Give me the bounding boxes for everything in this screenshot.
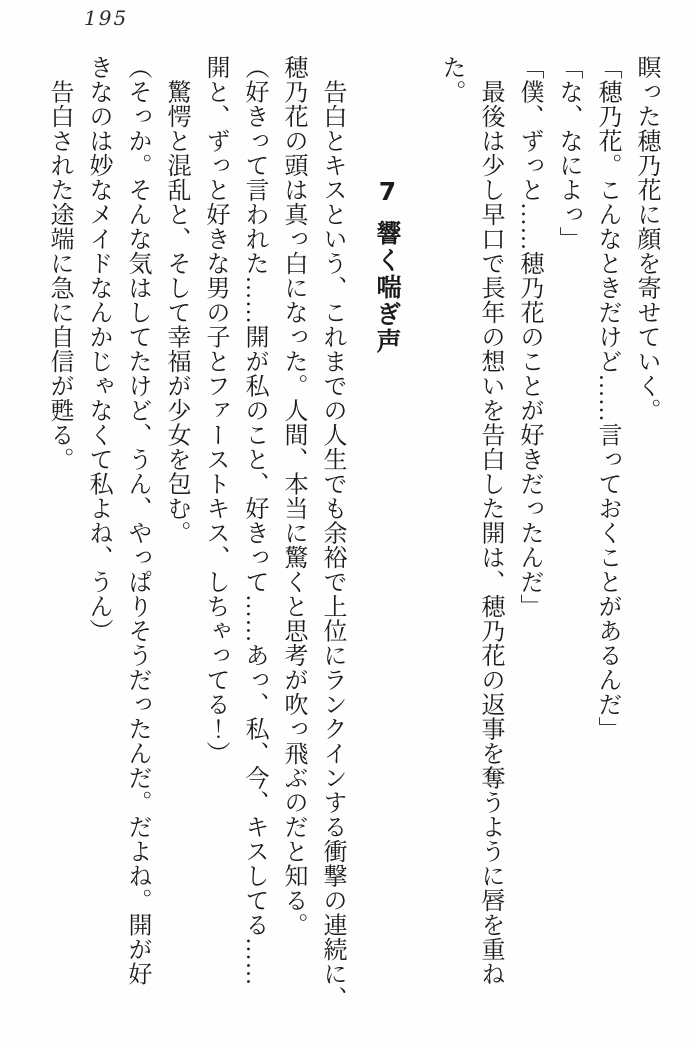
text-line: きなのは妙なメイドなんかじゃなくて私よね、うん） [85, 55, 111, 643]
text-line: 「僕、ずっと……穂乃花のことが好きだったんだ」 [516, 55, 542, 619]
text-line: 最後は少し早口で長年の想いを告白した開は、穂乃花の返事を奪うように唇を重ね [477, 55, 503, 986]
text-line: 開と、ずっと好きな男の子とファーストキス、しちゃってる！） [202, 55, 228, 766]
text-line: 穂乃花の頭は真っ白になった。人間、本当に驚くと思考が吹っ飛ぶのだと知る。 [280, 55, 306, 937]
chapter-heading [367, 55, 407, 1015]
text-line: （そっか。そんな気はしてたけど、うん、やっぱりそうだったんだ。だよね。開が好 [124, 55, 150, 986]
chapter-number: 7 [373, 177, 402, 208]
text-line: た。 [438, 55, 464, 104]
chapter-title: 響く喘ぎ声 [373, 220, 402, 355]
text-line: 「な、なによっ」 [555, 55, 581, 251]
text-area [39, 55, 665, 1015]
text-line: 瞑った穂乃花に顔を寄せていく。 [633, 55, 659, 423]
text-line: 告白された途端に急に自信が甦る。 [46, 55, 72, 472]
text-line: 告白とキスという、これまでの人生でも余裕で上位にランクインする衝撃の連続に、 [319, 55, 345, 1011]
text-line: （好きって言われた……開が私のこと、好きって……あっ、私、今、キスしてる…… [241, 55, 267, 986]
page-number: 195 [84, 6, 129, 30]
text-line: 「穂乃花。こんなときだけど……言っておくことがあるんだ」 [594, 55, 620, 741]
text-line: 驚愕と混乱と、そして幸福が少女を包む。 [163, 55, 189, 545]
